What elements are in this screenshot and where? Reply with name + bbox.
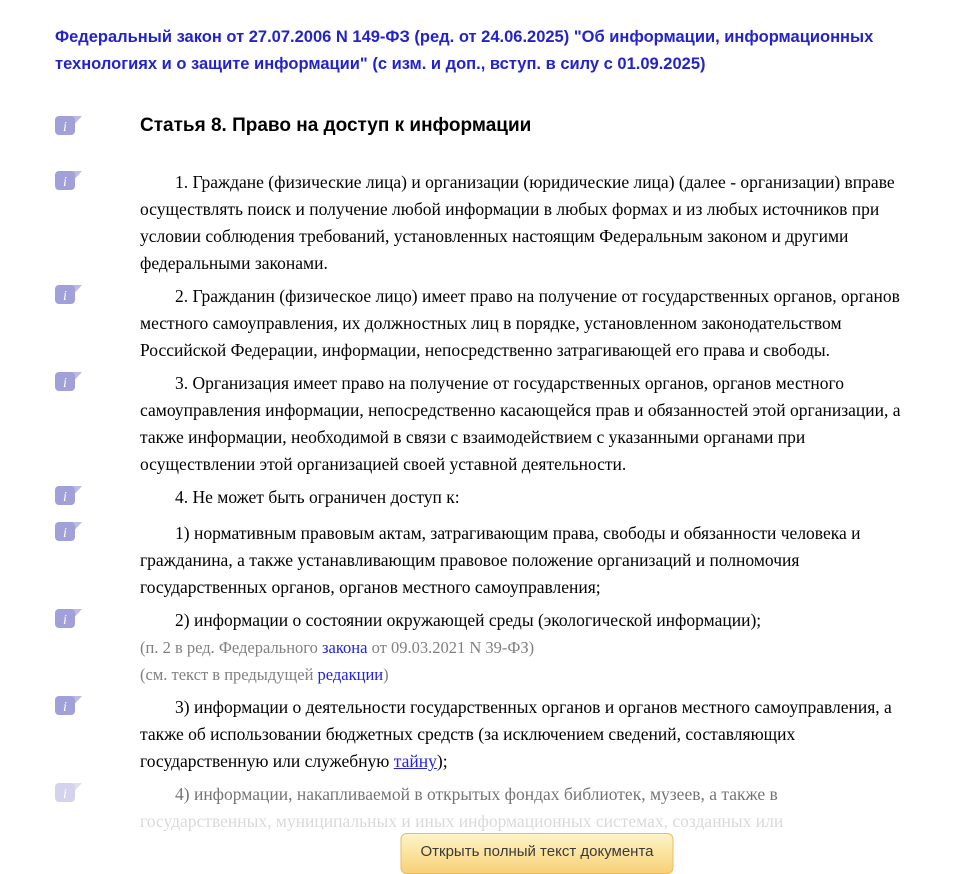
paragraph-2-line	[140, 283, 922, 364]
article-title	[140, 114, 922, 144]
text-segment: )	[383, 665, 389, 684]
svg-text:i: i	[63, 289, 67, 304]
item-2-line	[140, 634, 922, 661]
info-icon[interactable]	[55, 485, 82, 514]
text-segment: 4) информации, накапливаемой в открытых фондах библиотек, музеев, а также в	[175, 784, 778, 804]
paragraph-2	[140, 283, 922, 364]
info-icon[interactable]	[55, 284, 82, 313]
item-2-line	[140, 661, 922, 688]
item-4-faded-line	[140, 808, 922, 835]
previous-edition-link[interactable]: редакции	[317, 665, 384, 684]
info-icon[interactable]	[55, 371, 82, 400]
text-segment: государственных, муниципальных и иных информационных системах, созданных или	[140, 811, 784, 831]
document-header	[55, 24, 937, 78]
article-title-line	[140, 114, 922, 138]
text-segment: 1. Граждане (физические лица) и организации (юридические лица) (далее - организации) вправе осуществлять поиск и получение любой информации в любых формах и из любых источников при условии соблюдения требований, установленных настоящим Федеральным законом и другими федеральными законами.	[140, 172, 895, 273]
open-full-text-button[interactable]: Открыть полный текст документа	[400, 833, 673, 874]
item-3-line	[140, 694, 922, 775]
text-segment: 4. Не может быть ограничен доступ к:	[175, 487, 460, 507]
text-segment: (см. текст в предыдущей	[140, 665, 318, 684]
paragraph-2-row	[55, 283, 937, 364]
item-1-row	[55, 520, 937, 601]
text-segment: 2. Гражданин (физическое лицо) имеет право на получение от государственных органов, органов местного самоуправления, их должностных лиц в порядке, установленном законодательством Российской Федерации, информации, непосредственно затрагивающей его права и свободы.	[140, 286, 900, 360]
text-segment: 3) информации о деятельности государственных органов и органов местного самоуправления, а также об использовании бюджетных средств (за исключением сведений, составляющих государственную или служебную	[140, 697, 892, 771]
svg-text:i: i	[63, 700, 67, 715]
item-2-row	[55, 607, 937, 688]
text-segment: от 09.03.2021 N 39-ФЗ)	[367, 638, 535, 657]
paragraph-1-row	[55, 169, 937, 277]
info-icon[interactable]	[55, 115, 82, 144]
icon-column	[55, 169, 140, 277]
paragraph-3	[140, 370, 922, 478]
info-icon[interactable]	[55, 170, 82, 199]
article-title-row	[55, 114, 937, 144]
text-segment: 1) нормативным правовым актам, затрагивающим права, свободы и обязанности человека и гражданина, а также устанавливающим правовое положение организаций и полномочия государственных органов, органов местного самоуправления;	[140, 523, 861, 597]
svg-text:i: i	[63, 120, 67, 135]
item-2	[140, 607, 922, 688]
law-39-fz-link[interactable]: закона	[322, 638, 368, 657]
info-icon[interactable]	[55, 782, 82, 811]
info-icon[interactable]	[55, 695, 82, 724]
item-4-faded-row	[55, 781, 937, 835]
text-segment: 2) информации о состоянии окружающей среды (экологической информации);	[175, 610, 762, 630]
paragraph-4-row	[55, 484, 937, 514]
svg-text:i: i	[63, 376, 67, 391]
icon-column	[55, 694, 140, 775]
document-title-link[interactable]: Федеральный закон от 27.07.2006 N 149-ФЗ (ред. от 24.06.2025) "Об информации, информационных технологиях и о защите информации" (с изм. и доп., вступ. в силу с 01.09.2025)	[55, 28, 874, 73]
text-segment: );	[436, 751, 448, 771]
paragraph-4	[140, 484, 922, 514]
svg-text:i: i	[63, 526, 67, 541]
item-3-row	[55, 694, 937, 775]
paragraph-4-line	[140, 484, 922, 511]
item-3	[140, 694, 922, 775]
icon-column	[55, 607, 140, 688]
item-1-line	[140, 520, 922, 601]
item-2-line	[140, 607, 922, 634]
item-1	[140, 520, 922, 601]
paragraph-1-line	[140, 169, 922, 277]
item-4-faded	[140, 781, 922, 835]
info-icon[interactable]	[55, 521, 82, 550]
svg-text:i: i	[63, 175, 67, 190]
item-4-faded-line	[140, 781, 922, 808]
text-segment: 3. Организация имеет право на получение от государственных органов, органов местного самоуправления информации, непосредственно касающейся прав и обязанностей этой организации, а также информации, необходимой в связи с взаимодействием с указанными органами при осуществлении этой организацией своей уставной деятельности.	[140, 373, 901, 474]
icon-column	[55, 781, 140, 835]
text-segment: (п. 2 в ред. Федерального	[140, 638, 323, 657]
paragraph-3-line	[140, 370, 922, 478]
text-segment: Статья 8. Право на доступ к информации	[140, 115, 532, 136]
svg-text:i: i	[63, 787, 67, 802]
secret-link[interactable]: тайну	[393, 751, 437, 771]
document-body	[55, 114, 937, 835]
icon-column	[55, 114, 140, 144]
icon-column	[55, 520, 140, 601]
svg-text:i: i	[63, 613, 67, 628]
icon-column	[55, 283, 140, 364]
svg-text:i: i	[63, 490, 67, 505]
info-icon[interactable]	[55, 608, 82, 637]
paragraph-3-row	[55, 370, 937, 478]
icon-column	[55, 484, 140, 514]
icon-column	[55, 370, 140, 478]
paragraph-1	[140, 169, 922, 277]
